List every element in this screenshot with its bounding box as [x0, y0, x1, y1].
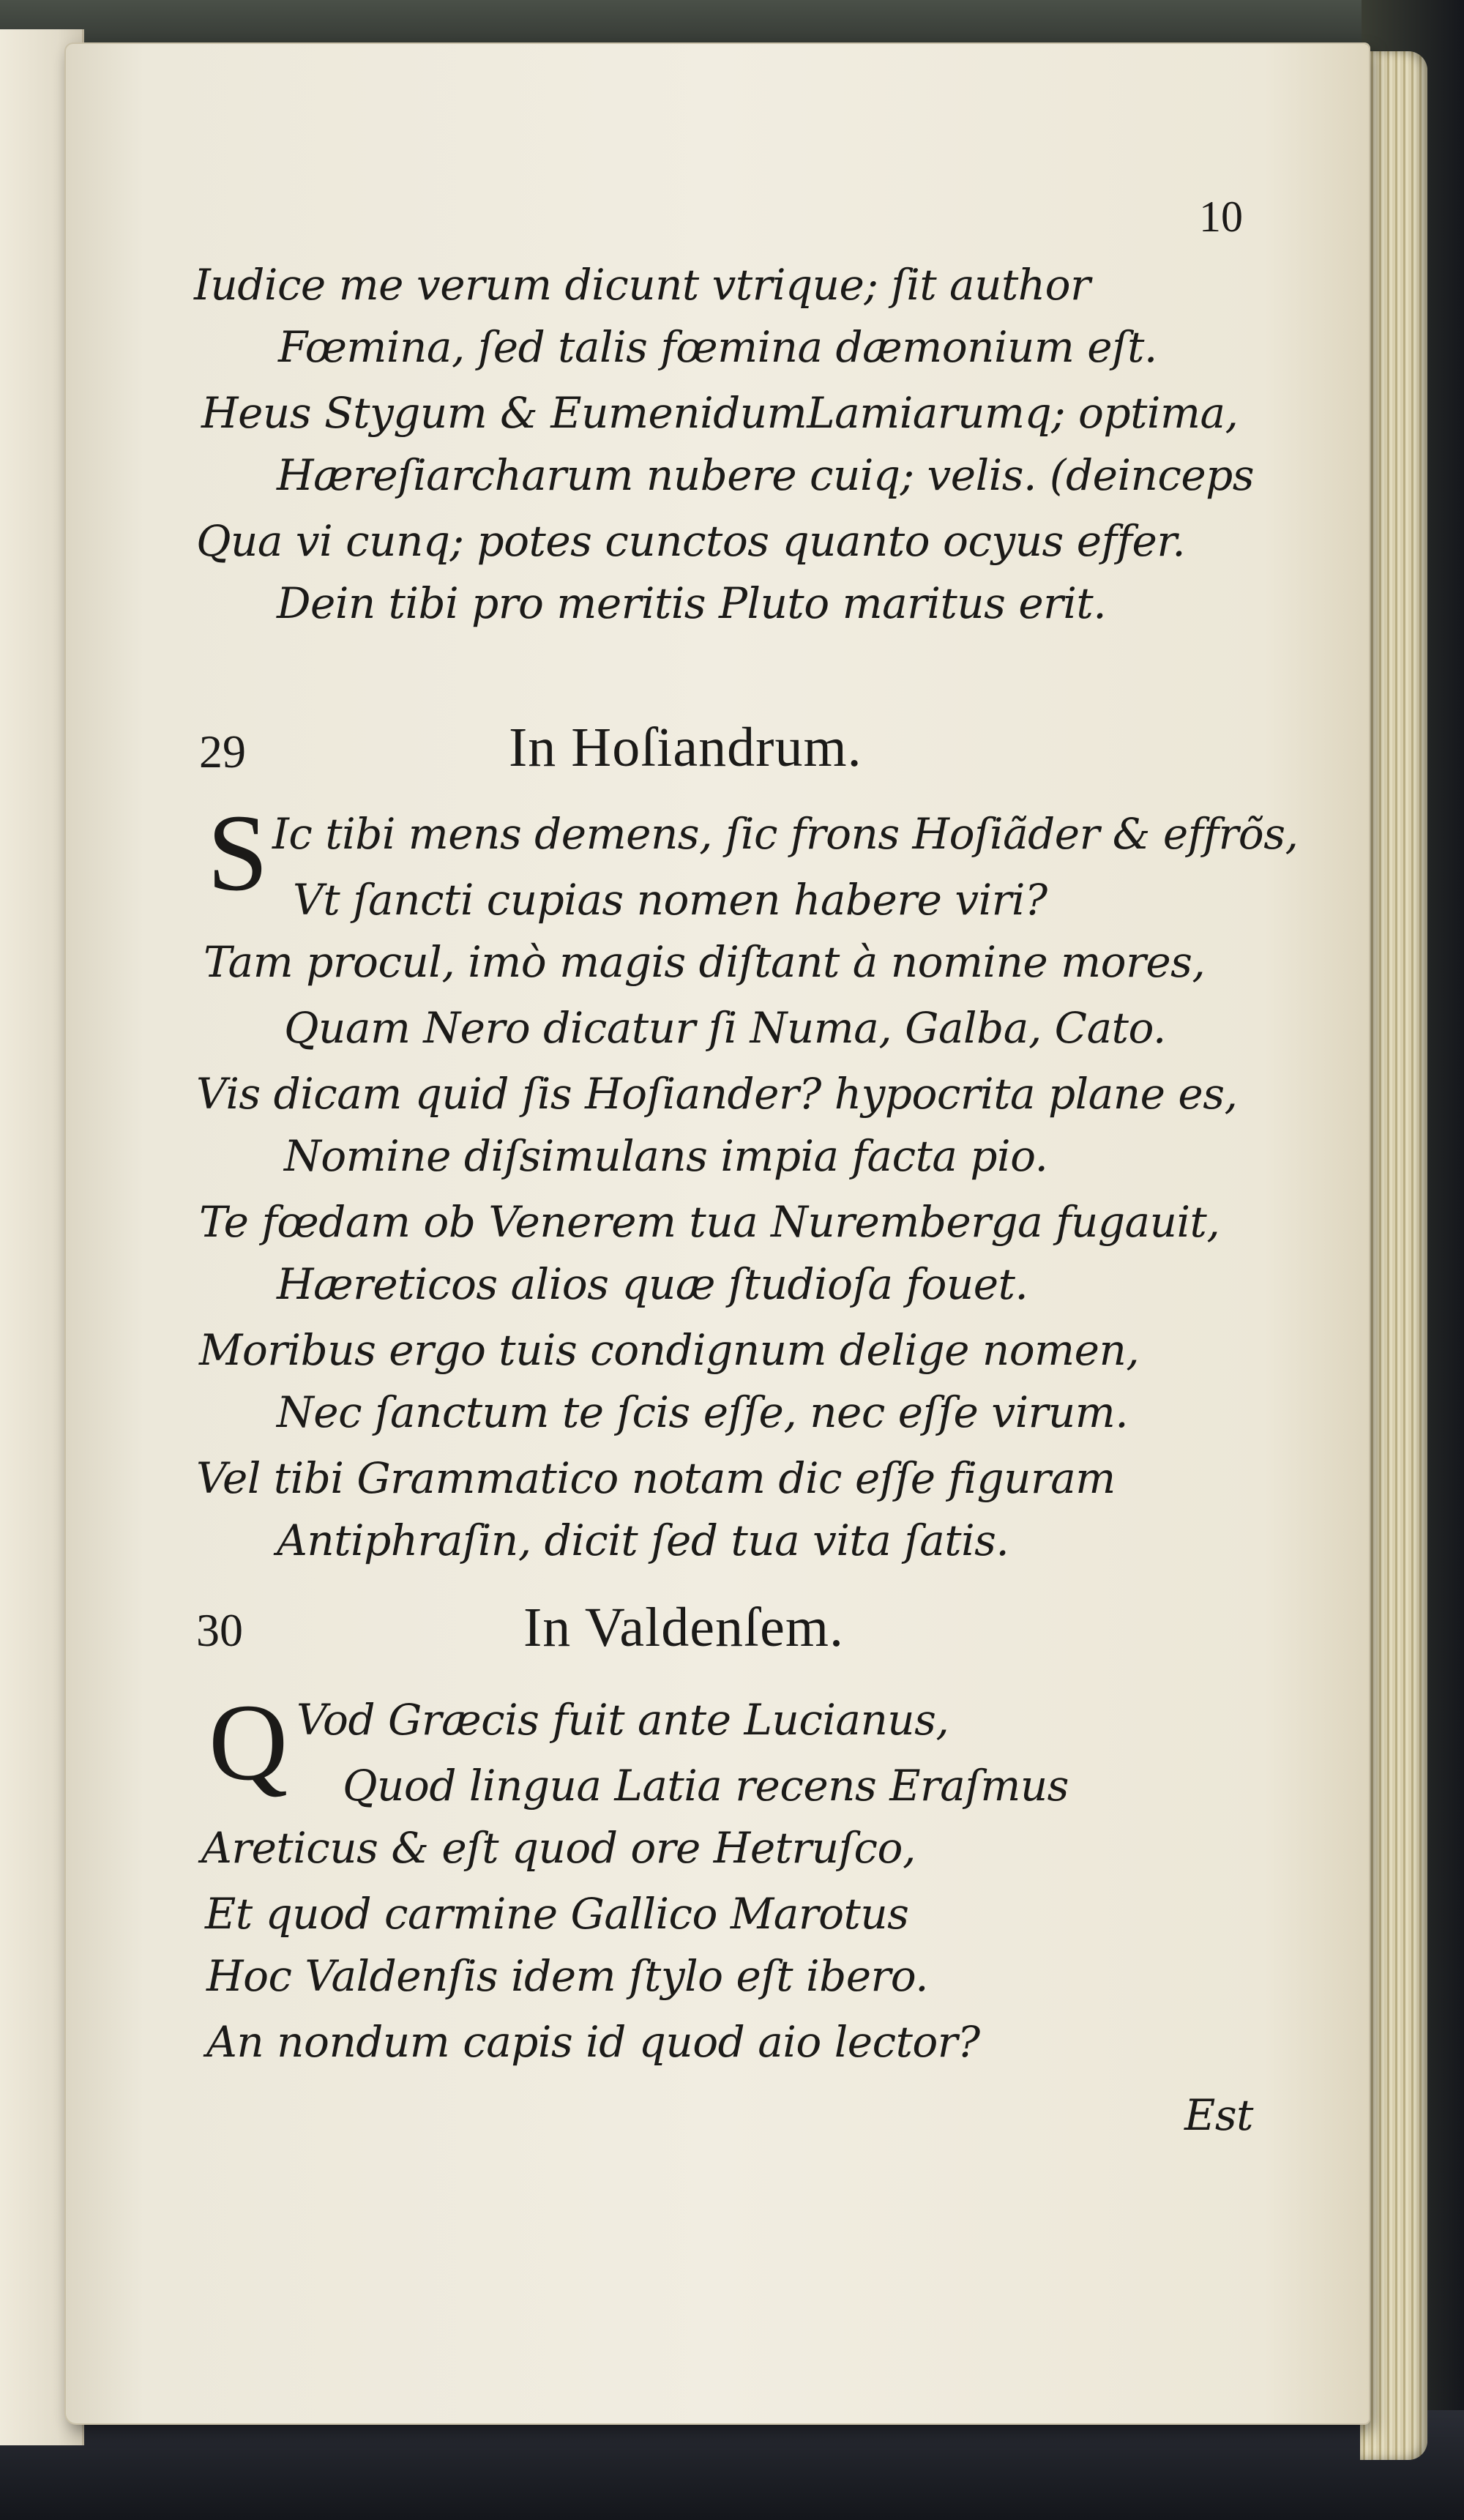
- poem-line: Iudice me verum dicunt vtrique; ſit author: [194, 260, 1091, 310]
- poem-line: Qua vi cunq; potes cunctos quanto ocyus effer.: [196, 516, 1186, 566]
- poem-line: Dein tibi pro meritis Pluto maritus erit.: [277, 578, 1107, 628]
- drop-cap: Q: [209, 1682, 288, 1803]
- epigram-line: Te fœdam ob Venerem tua Nuremberga fugauit,: [199, 1197, 1220, 1247]
- epigram-line: Vel tibi Grammatico notam dic eſſe figuram: [196, 1453, 1116, 1503]
- epigram-line: Moribus ergo tuis condignum delige nomen,: [199, 1325, 1140, 1375]
- epigram-number: 29: [199, 726, 246, 778]
- poem-line: Hæreſiarcharum nubere cuiq; velis. (deinceps: [277, 450, 1255, 500]
- page-number: 10: [1199, 193, 1243, 241]
- epigram-title: In Hoſiandrum.: [509, 717, 862, 778]
- epigram-line: Quod lingua Latia recens Eraſmus: [343, 1761, 1069, 1811]
- epigram-line: Ic tibi mens demens, ſic frons Hoſiãder & effrõs,: [272, 809, 1299, 859]
- poem-line: Heus Stygum & EumenidumLamiarumq; optima,: [201, 388, 1239, 438]
- epigram-line: Nomine diſsimulans impia facta pio.: [284, 1131, 1048, 1181]
- drop-cap: S: [207, 792, 269, 914]
- background-bottom: [0, 2410, 1464, 2520]
- poem-line: Fœmina, ſed talis fœmina dæmonium eſt.: [278, 322, 1157, 372]
- epigram-number: 30: [196, 1604, 243, 1656]
- epigram-title: In Valdenſem.: [523, 1597, 844, 1658]
- epigram-line: Et quod carmine Gallico Marotus: [205, 1889, 909, 1939]
- epigram-line: Vod Græcis fuit ante Lucianus,: [296, 1695, 949, 1745]
- epigram-line: Antiphraſin, dicit ſed tua vita ſatis.: [277, 1516, 1009, 1565]
- fore-edge-pages: [1360, 51, 1427, 2460]
- epigram-line: Nec ſanctum te ſcis eſſe, nec eſſe virum.: [277, 1387, 1129, 1437]
- epigram-line: Quam Nero dicatur ſi Numa, Galba, Cato.: [284, 1003, 1166, 1053]
- epigram-line: Hoc Valdenſis idem ſtylo eſt ibero.: [206, 1951, 929, 2001]
- epigram-line: Vt ſancti cupias nomen habere viri?: [293, 875, 1047, 925]
- epigram-line: Tam procul, imò magis diſtant à nomine mores,: [203, 937, 1206, 987]
- epigram-line: Areticus & eſt quod ore Hetruſco,: [201, 1823, 916, 1873]
- epigram-line: Vis dicam quid ſis Hoſiander? hypocrita plane es,: [196, 1069, 1238, 1119]
- catchword: Est: [1184, 2090, 1253, 2140]
- epigram-line: Hæreticos alios quæ ſtudioſa fouet.: [277, 1259, 1028, 1309]
- epigram-line: An nondum capis id quod aio lector?: [206, 2017, 980, 2067]
